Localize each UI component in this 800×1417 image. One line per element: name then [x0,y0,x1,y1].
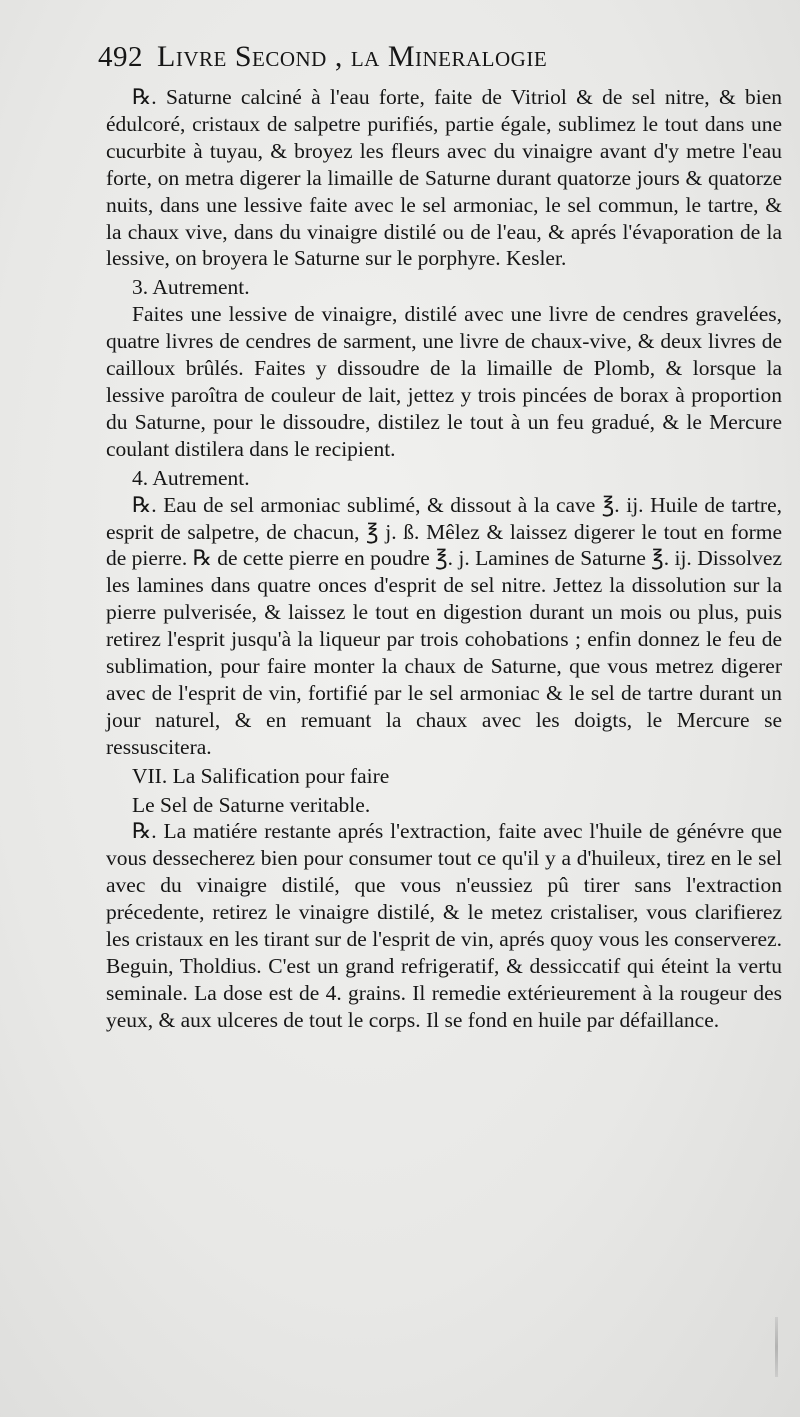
heading-autrement-4: 4. Autrement. [132,465,250,490]
page-number: 492 [98,41,143,73]
heading-section-vii: VII. La Salification pour faire [132,763,390,788]
paragraph-recipe-2: ℞. Saturne calciné à l'eau forte, faite de Vitriol & de sel nitre, & bien édulcoré, cristaux de salpetre purifiés, partie égale, sublimez le tout dans une cucurbite à tuyau, & broyez les fleurs avec du vinaigre avant d'y metre l'eau forte, on metra digerer la limaille de Saturne durant quatorze jours & quatorze nuits, dans une lessive faite avec le sel armoniac, le sel commun, le tartre, & la chaux vive, dans du vinaigre distilé ou de l'eau, & aprés l'évaporation de la lessive, on broyera le Saturne sur le porphyre. Kesler. [106,85,782,271]
heading-autrement-3: 3. Autrement. [132,275,250,300]
chapter-title: Livre Second , la Mineralogie [157,40,548,73]
paragraph-recipe-3: Faites une lessive de vinaigre, distilé avec une livre de cendres gravelées, quatre livres de cendres de sarment, une livre de chaux-vive, & deux livres de cailloux brûlés. Faites y dissoudre de la limaille de Plomb, & lorsque la lessive paroîtra de couleur de lait, jettez y trois pincées de borax à proportion du Saturne, pour le dissoudre, distilez le tout à un feu gradué, & le Mercure coulant distilera dans le recipient. [106,302,782,461]
scan-edge-mark [775,1317,778,1377]
page-body [106,84,782,1034]
running-head [98,40,698,84]
heading-section-vii-subtitle: Le Sel de Saturne veritable. [132,792,371,817]
paragraph-sel-de-saturne: ℞. La matiére restante aprés l'extraction, faite avec l'huile de génévre que vous dessecherez bien pour consumer tout ce qu'il y a d'huileux, tirez en le sel avec du vinaigre distilé, que vous n'eussiez pû tirer sans l'extraction précedente, retirez le vinaigre distilé, & le metez cristaliser, vous clarifierez les cristaux en les tirant sur de l'esprit de vin, aprés quoy vous les conserverez. Beguin, Tholdius. C'est un grand refrigeratif, & dessiccatif qui éteint la vertu seminale. La dose est de 4. grains. Il remedie extérieurement à la rougeur des yeux, & aux ulceres de tout le corps. Il se fond en huile par défaillance. [106,819,782,1032]
paragraph-recipe-4: ℞. Eau de sel armoniac sublimé, & dissout à la cave ℥. ij. Huile de tartre, esprit de salpetre, de chacun, ℥ j. ß. Mêlez & laissez digerer le tout en forme de pierre. ℞ de cette pierre en poudre ℥. j. Lamines de Saturne ℥. ij. Dissolvez les lamines dans quatre onces d'esprit de sel nitre. Jettez la dissolution sur la pierre pulverisée, & laissez le tout en digestion durant un mois ou plus, puis retirez l'esprit jusqu'à la liqueur par trois cohobations ; enfin donnez le feu de sublimation, pour faire monter la chaux de Saturne, que vous metrez digerer avec de l'esprit de vin, fortifié par le sel armoniac & le sel de tartre durant un jour naturel, & en remuant la chaux avec les doigts, le Mercure se ressuscitera. [106,492,782,759]
